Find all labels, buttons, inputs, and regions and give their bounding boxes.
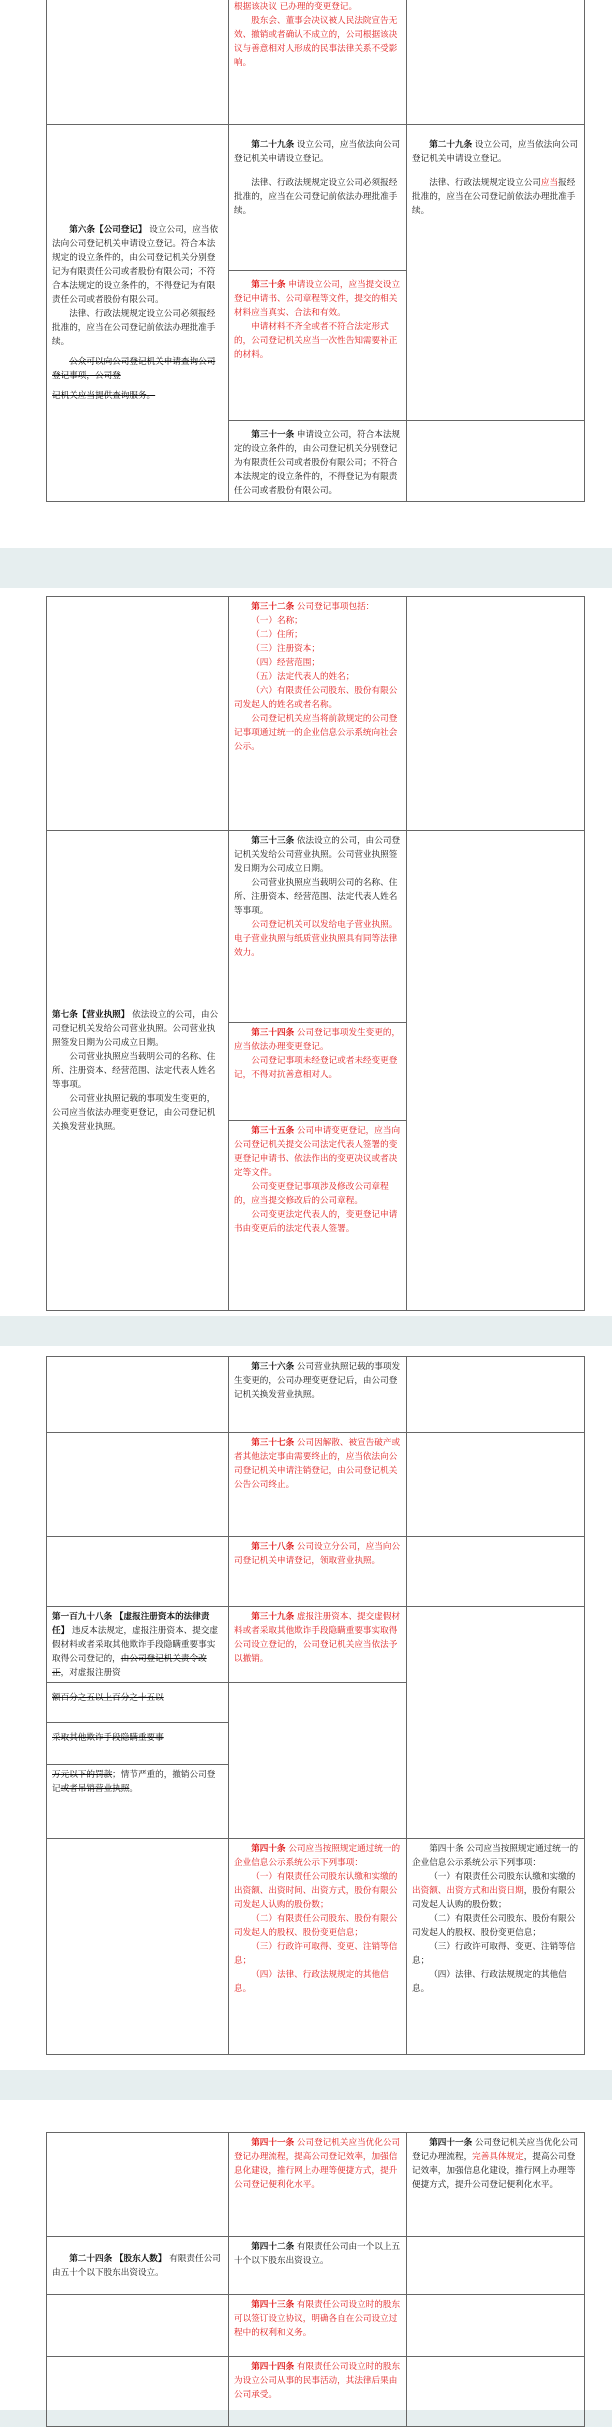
text: 依法设立的公司，由公司登记机关发给公司营业执照。公司营业执照签发日期为公司成立日期。 [234, 836, 401, 874]
list-item: （二）有限责任公司股东、股份有限公司发起人的股权、股份变更信息； [412, 1914, 576, 1938]
article-heading: 【虚报注册资本的法律责任】 [52, 1612, 210, 1636]
comparison-table-3 [46, 1356, 585, 2055]
article-number: 第一百九十八条 [52, 1612, 113, 1622]
text: ，提高公司登记效率，加强信息化建设，推行网上办理等便捷方式，提升公司登记便利化水平。 [412, 2152, 576, 2190]
cell-draft [229, 2295, 407, 2357]
text: 公司登记机关应当优化公司登记办理流程， [412, 2138, 579, 2162]
old-article-198 [47, 1607, 228, 1683]
text: 有限责任公司设立时的股东可以签订设立协议，明确各自在公司设立过程中的权利和义务。 [234, 2300, 401, 2338]
article-number: 第三十九条 [251, 1612, 295, 1622]
old-fragment [47, 1683, 228, 1723]
article-number: 第四十一条 [429, 2138, 473, 2148]
final-article-29 [407, 125, 584, 421]
cell-draft [229, 1839, 407, 2055]
list-item: （四）经营范围； [251, 658, 320, 668]
cell-old-law [47, 125, 229, 502]
article-heading: 【营业执照】 [77, 1009, 130, 1020]
page-3 [0, 1346, 612, 2070]
page-2 [0, 588, 612, 1316]
draft-article-31 [229, 421, 406, 501]
table-row [47, 125, 585, 502]
table-row [47, 1537, 585, 1607]
article-number: 第六条 [69, 225, 95, 235]
article-number: 第四十条 [251, 1844, 286, 1854]
text: 申请材料不齐全或者不符合法定形式的，公司登记机关应当一次性告知需要补正的材料。 [234, 322, 398, 360]
text: 公司营业执照记载的事项发生变更的，公司应当依法办理变更登记，由公司登记机关换发营业执照。 [52, 1093, 216, 1132]
list-item: （一）名称； [251, 616, 303, 626]
comparison-table-2 [46, 596, 585, 1311]
text: 公司应当按照规定通过统一的企业信息公示系统公示下列事项： [234, 1844, 401, 1868]
draft-article-29 [229, 125, 406, 271]
text: 公司登记事项包括： [296, 602, 375, 612]
page-4 [0, 2100, 612, 2410]
comparison-table-1 [46, 0, 585, 502]
list-item: （四）法律、行政法规规定的其他信息。 [234, 1970, 389, 1994]
text: 根据该决议 已办理的变更登记。 [234, 2, 358, 12]
article-number: 第二十四条 [69, 2253, 113, 2264]
table-row [47, 2237, 585, 2295]
draft-article-30 [229, 271, 406, 421]
text: 公司营业执照记载的事项发生变更的，公司办理变更登记后，由公司登记机关换发营业执照。 [234, 1362, 401, 1400]
text: ，对虚报注册资 [60, 1668, 121, 1678]
table-row [47, 597, 585, 831]
article-number: 第三十五条 [251, 1126, 295, 1136]
old-fragment [47, 1765, 228, 1799]
article-number: 第三十七条 [251, 1438, 295, 1448]
table-row [47, 2357, 585, 2427]
text: 公司因解散、被宣告破产或者其他法定事由需要终止的，应当依法向公司登记机关申请注销登记，由公司登记机关公告公司终止。 [234, 1438, 401, 1490]
text: 法律、行政法规规定设立公司必须报经批准的，应当在公司登记前依法办理批准手续。 [234, 178, 398, 216]
cell-final [407, 2133, 585, 2237]
article-number: 第二十九条 [251, 140, 295, 150]
article-number: 第四十四条 [251, 2362, 295, 2372]
cell-old-law [47, 2133, 229, 2237]
cell-final [407, 125, 585, 502]
cell-old-law [47, 1839, 229, 2055]
cell-old-law [47, 831, 229, 1311]
text: 有限责任公司由五十个以下股东出资设立。 [52, 2253, 221, 2278]
table-row [47, 2133, 585, 2237]
cell-draft [229, 1537, 407, 1607]
article-number: 第三十三条 [251, 836, 295, 846]
article-number: 第三十四条 [251, 1028, 295, 1038]
cell-draft [229, 831, 407, 1311]
text: 依法设立的公司，由公司登记机关发给公司营业执照。公司营业执照签发日期为公司成立日期。 [52, 1009, 219, 1048]
article-heading: 【股东人数】 [114, 2253, 167, 2264]
article-number: 第四十二条 [251, 2242, 295, 2252]
cell-draft [229, 0, 407, 125]
list-item: （三）行政许可取得、变更、注销等信息； [234, 1942, 398, 1966]
text: 。 [129, 1784, 138, 1794]
article-number: 第三十八条 [251, 1542, 295, 1552]
text: 公司营业执照应当载明公司的名称、住所、注册资本、经营范围、法定代表人姓名等事项。 [52, 1051, 216, 1090]
list-item: （三）注册资本； [251, 644, 320, 654]
comparison-table-4 [46, 2132, 585, 2427]
text: 法律、行政法规规定设立公司 [429, 178, 541, 188]
cell-final [407, 597, 585, 831]
text: （一）有限责任公司股东认缴和实缴的 [429, 1872, 576, 1882]
text: 公司变更法定代表人的，变更登记申请书由变更后的法定代表人签署。 [234, 1210, 398, 1234]
page-1 [0, 0, 612, 548]
list-item: （六）有限责任公司股东、股份有限公司发起人的姓名或者名称。 [234, 686, 398, 710]
cell-old-law [47, 2237, 229, 2295]
text: 公司登记事项发生变更的，应当依法办理变更登记。 [234, 1028, 401, 1052]
cell-final [407, 0, 585, 125]
text: 公司设立分公司，应当向公司登记机关申请登记，领取营业执照。 [234, 1542, 401, 1566]
deleted-text: 额百分之五以上百分之十五以 [52, 1693, 164, 1703]
text: 法律、行政法规规定设立公司必须报经批准的，应当在公司登记前依法办理批准手续。 [52, 309, 216, 347]
list-item: （二）住所； [251, 630, 303, 640]
article-number: 第四十条 [429, 1844, 464, 1854]
deleted-text: 记机关应当提供查询服务。 [52, 391, 156, 401]
article-number: 第三十六条 [251, 1362, 295, 1372]
cell-old-law [47, 2295, 229, 2357]
cell-final [407, 1433, 585, 1537]
deleted-text: 万元以下的罚款 [52, 1770, 113, 1780]
cell-old-law [47, 597, 229, 831]
article-number: 第三十一条 [251, 430, 295, 440]
changed-text: 应当 [540, 178, 559, 188]
cell-draft [229, 2133, 407, 2237]
article-heading: 【公司登记】 [94, 225, 147, 235]
cell-final [407, 2295, 585, 2357]
article-number: 第四十三条 [251, 2300, 295, 2310]
cell-old-law [47, 1357, 229, 1433]
draft-article-33 [229, 831, 406, 1023]
table-row [47, 0, 585, 125]
cell-draft [229, 597, 407, 831]
list-item: （四）法律、行政法规规定的其他信息。 [412, 1970, 567, 1994]
cell-old-law [47, 1607, 229, 1839]
deleted-text: 或者吊销营业执照 [60, 1784, 130, 1794]
text: 虚报注册资本、提交虚假材料或者采取其他欺诈手段隐瞒重要事实取得公司设立登记的，公司登记机关应当依法予以撤销。 [234, 1612, 401, 1664]
changed-text: 出资额、出资方式和出资日期 [412, 1886, 524, 1896]
cell-old-law [47, 0, 229, 125]
cell-final [407, 2357, 585, 2427]
draft-article-34 [229, 1023, 406, 1121]
cell-draft [229, 2357, 407, 2427]
cell-final [407, 1839, 585, 2055]
cell-final [407, 2237, 585, 2295]
text: 公司登记机关应当优化公司登记办理流程，提高公司登记效率，加强信息化建设，推行网上办理等便捷方式，提升公司登记便利化水平。 [234, 2138, 401, 2190]
text: 设立公司，应当依法向公司登记机关申请设立登记。符合本法规定的设立条件的，由公司登记机关分别登记为有限责任公司或者股份有限公司；不符合本法规定的设立条件的，不得登记为有限责任公司或者股份有限公司。 [52, 225, 219, 305]
article-number: 第七条 [52, 1009, 78, 1020]
text: 设立公司，应当依法向公司登记机关申请设立登记。 [234, 140, 401, 164]
text: 公司申请变更登记，应当向公司登记机关提交公司法定代表人签署的变更登记申请书、依法作出的变更决议或者决定等文件。 [234, 1126, 401, 1178]
deleted-text: 采取其他欺诈手段隐瞒重要事 [52, 1733, 164, 1743]
cell-draft [229, 1607, 407, 1839]
article-number: 第三十二条 [251, 602, 295, 612]
cell-final [407, 1357, 585, 1433]
table-row [47, 1357, 585, 1433]
draft-article-39 [229, 1607, 406, 1683]
text: 公司登记事项未经登记或者未经变更登记，不得对抗善意相对人。 [234, 1056, 398, 1080]
text: ，股份有限公司发起人认购的股份数； [412, 1886, 576, 1910]
text: 公司变更登记事项涉及修改公司章程的，应当提交修改后的公司章程。 [234, 1182, 389, 1206]
old-fragment [47, 1723, 228, 1765]
cell-old-law [47, 1537, 229, 1607]
deleted-text: 由公司登记机关责令改正 [52, 1654, 207, 1678]
text: 申请设立公司，应当提交设立登记申请书、公司章程等文件，提交的相关材料应当真实、合法和有效。 [234, 280, 401, 318]
cell-old-law [47, 1433, 229, 1537]
table-row [47, 831, 585, 1311]
cell-final [407, 1607, 585, 1839]
draft-article-35 [229, 1121, 406, 1239]
list-item: （二）有限责任公司股东、股份有限公司发起人的股权、股份变更信息； [234, 1914, 398, 1938]
text: 公司登记机关应当将前款规定的公司登记事项通过统一的企业信息公示系统向社会公示。 [234, 714, 398, 752]
text: 股东会、董事会决议被人民法院宣告无效、撤销或者确认不成立的，公司根据该决议与善意相对人形成的民事法律关系不受影响。 [234, 16, 398, 68]
list-item: （一）有限责任公司股东认缴和实缴的出资额、出资时间、出资方式，股份有限公司发起人认购的股份数； [234, 1872, 398, 1910]
table-row [47, 1607, 585, 1839]
text: 申请设立公司，符合本法规定的设立条件的，由公司登记机关分别登记为有限责任公司或者股份有限公司；不符合本法规定的设立条件的，不得登记为有限责任公司或者股份有限公司。 [234, 430, 401, 496]
deleted-text: 公众可以向公司登记机关申请查询公司登记事项，公司登 [52, 357, 216, 381]
cell-draft [229, 2237, 407, 2295]
cell-draft [229, 1357, 407, 1433]
text: 公司营业执照应当载明公司的名称、住所、注册资本、经营范围、法定代表人姓名等事项。 [234, 878, 398, 916]
added-text: 公司登记机关可以发给电子营业执照。电子营业执照与纸质营业执照具有同等法律效力。 [234, 920, 398, 958]
table-row [47, 1433, 585, 1537]
cell-draft [229, 1433, 407, 1537]
list-item: （五）法定代表人的姓名； [251, 672, 355, 682]
text: 违反本法规定，虚报注册资本、提交虚假材料或者采取其他欺诈手段隐瞒重要事实取得公司登记的， [52, 1626, 219, 1664]
article-number: 第二十九条 [429, 140, 473, 150]
article-number: 第四十一条 [251, 2138, 295, 2148]
text: 公司应当按照规定通过统一的企业信息公示系统公示下列事项： [412, 1844, 579, 1868]
added-text: 完善具体规定 [472, 2152, 524, 2162]
text: 报经批准的，应当在公司登记前依法办理批准手续。 [412, 178, 576, 216]
list-item: （三）行政许可取得、变更、注销等信息； [412, 1942, 576, 1966]
cell-draft [229, 125, 407, 502]
cell-old-law [47, 2357, 229, 2427]
text: 有限责任公司设立时的股东为设立公司从事的民事活动，其法律后果由公司承受。 [234, 2362, 401, 2400]
cell-final [407, 831, 585, 1311]
text: ；情节严重的，撤销公司登记 [52, 1770, 216, 1794]
text: 设立公司，应当依法向公司登记机关申请设立登记。 [412, 140, 579, 164]
text: 有限责任公司由一个以上五十个以下股东出资设立。 [234, 2242, 401, 2266]
article-number: 第三十条 [251, 280, 286, 290]
table-row [47, 1839, 585, 2055]
table-row [47, 2295, 585, 2357]
cell-final [407, 1537, 585, 1607]
